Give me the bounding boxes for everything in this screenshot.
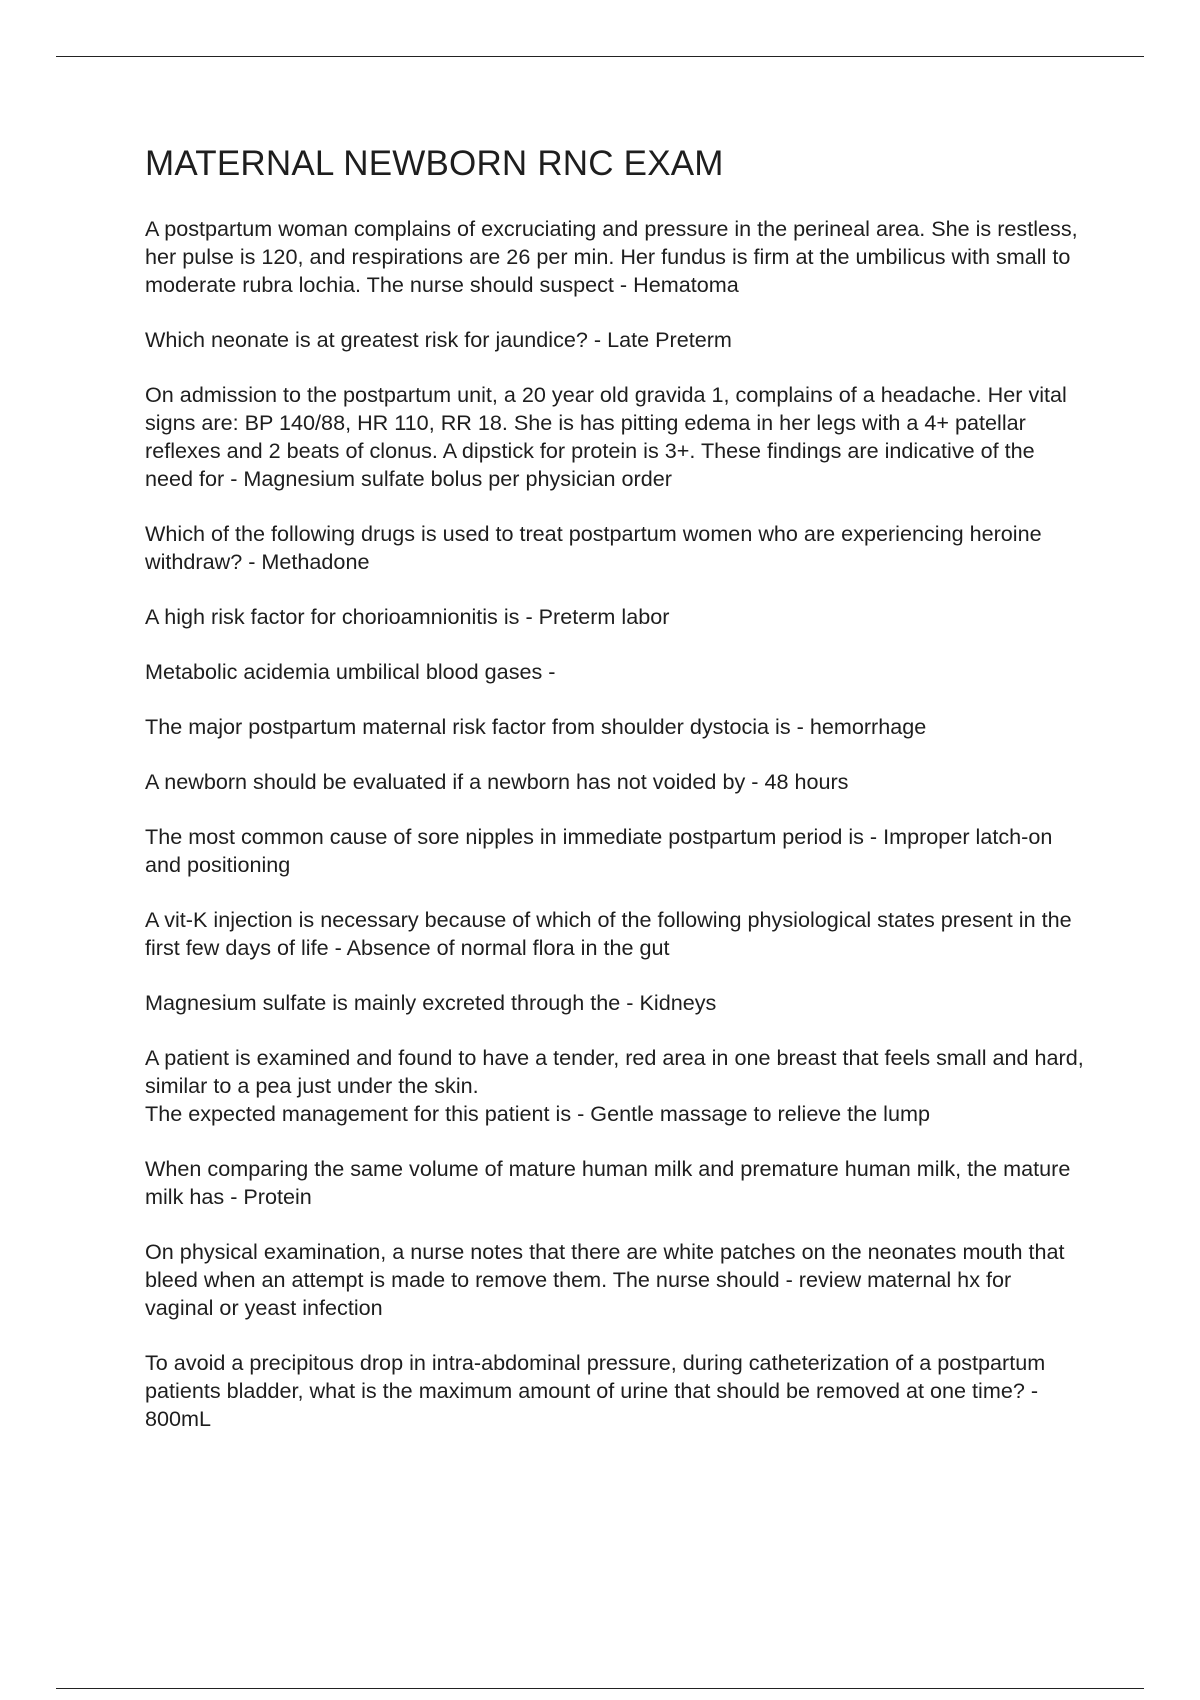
qa-item: A newborn should be evaluated if a newborn has not voided by - 48 hours [145, 769, 849, 794]
document-body [145, 143, 1085, 1460]
qa-item: To avoid a precipitous drop in intra-abdominal pressure, during catheterization of a postpartum patients bladder, what is the maximum amount of urine that should be removed at one time? - 800mL [145, 1350, 1046, 1431]
qa-item: The major postpartum maternal risk factor from shoulder dystocia is - hemorrhage [145, 714, 927, 739]
qa-item: On physical examination, a nurse notes that there are white patches on the neonates mouth that bleed when an attempt is made to remove them. The nurse should - review maternal hx for vaginal or yeast infection [145, 1239, 1065, 1320]
qa-item: Which of the following drugs is used to treat postpartum women who are experiencing heroine withdraw? - Methadone [145, 521, 1042, 574]
qa-item: A vit-K injection is necessary because of which of the following physiological states present in the first few days of life - Absence of normal flora in the gut [145, 907, 1072, 960]
qa-item: Which neonate is at greatest risk for jaundice? - Late Preterm [145, 327, 732, 352]
qa-item: On admission to the postpartum unit, a 20 year old gravida 1, complains of a headache. Her vital signs are: BP 140/88, HR 110, RR 18. She is has pitting edema in her legs with a 4+ patellar reflexes and 2 beats of clonus. A dipstick for protein is 3+. These findings are indicative of the need for - Magnesium sulfate bolus per physician order [145, 382, 1067, 491]
qa-item: A patient is examined and found to have a tender, red area in one breast that feels small and hard, similar to a pea just under the skin. The expected management for this patient is - Gentle massage to relieve the lump [145, 1045, 1084, 1126]
qa-item: Magnesium sulfate is mainly excreted through the - Kidneys [145, 990, 717, 1015]
qa-item: Metabolic acidemia umbilical blood gases - [145, 659, 556, 684]
qa-item: A high risk factor for chorioamnionitis is - Preterm labor [145, 604, 670, 629]
header-rule [56, 56, 1144, 57]
qa-item: A postpartum woman complains of excruciating and pressure in the perineal area. She is restless, her pulse is 120, and respirations are 26 per min. Her fundus is firm at the umbilicus with small to moderate rubra lochia. The nurse should suspect - Hematoma [145, 216, 1078, 297]
page-title: MATERNAL NEWBORN RNC EXAM [145, 144, 724, 183]
footer-rule [56, 1688, 1144, 1689]
qa-item: When comparing the same volume of mature human milk and premature human milk, the mature milk has - Protein [145, 1156, 1071, 1209]
qa-item: The most common cause of sore nipples in immediate postpartum period is - Improper latch-on and positioning [145, 824, 1053, 877]
